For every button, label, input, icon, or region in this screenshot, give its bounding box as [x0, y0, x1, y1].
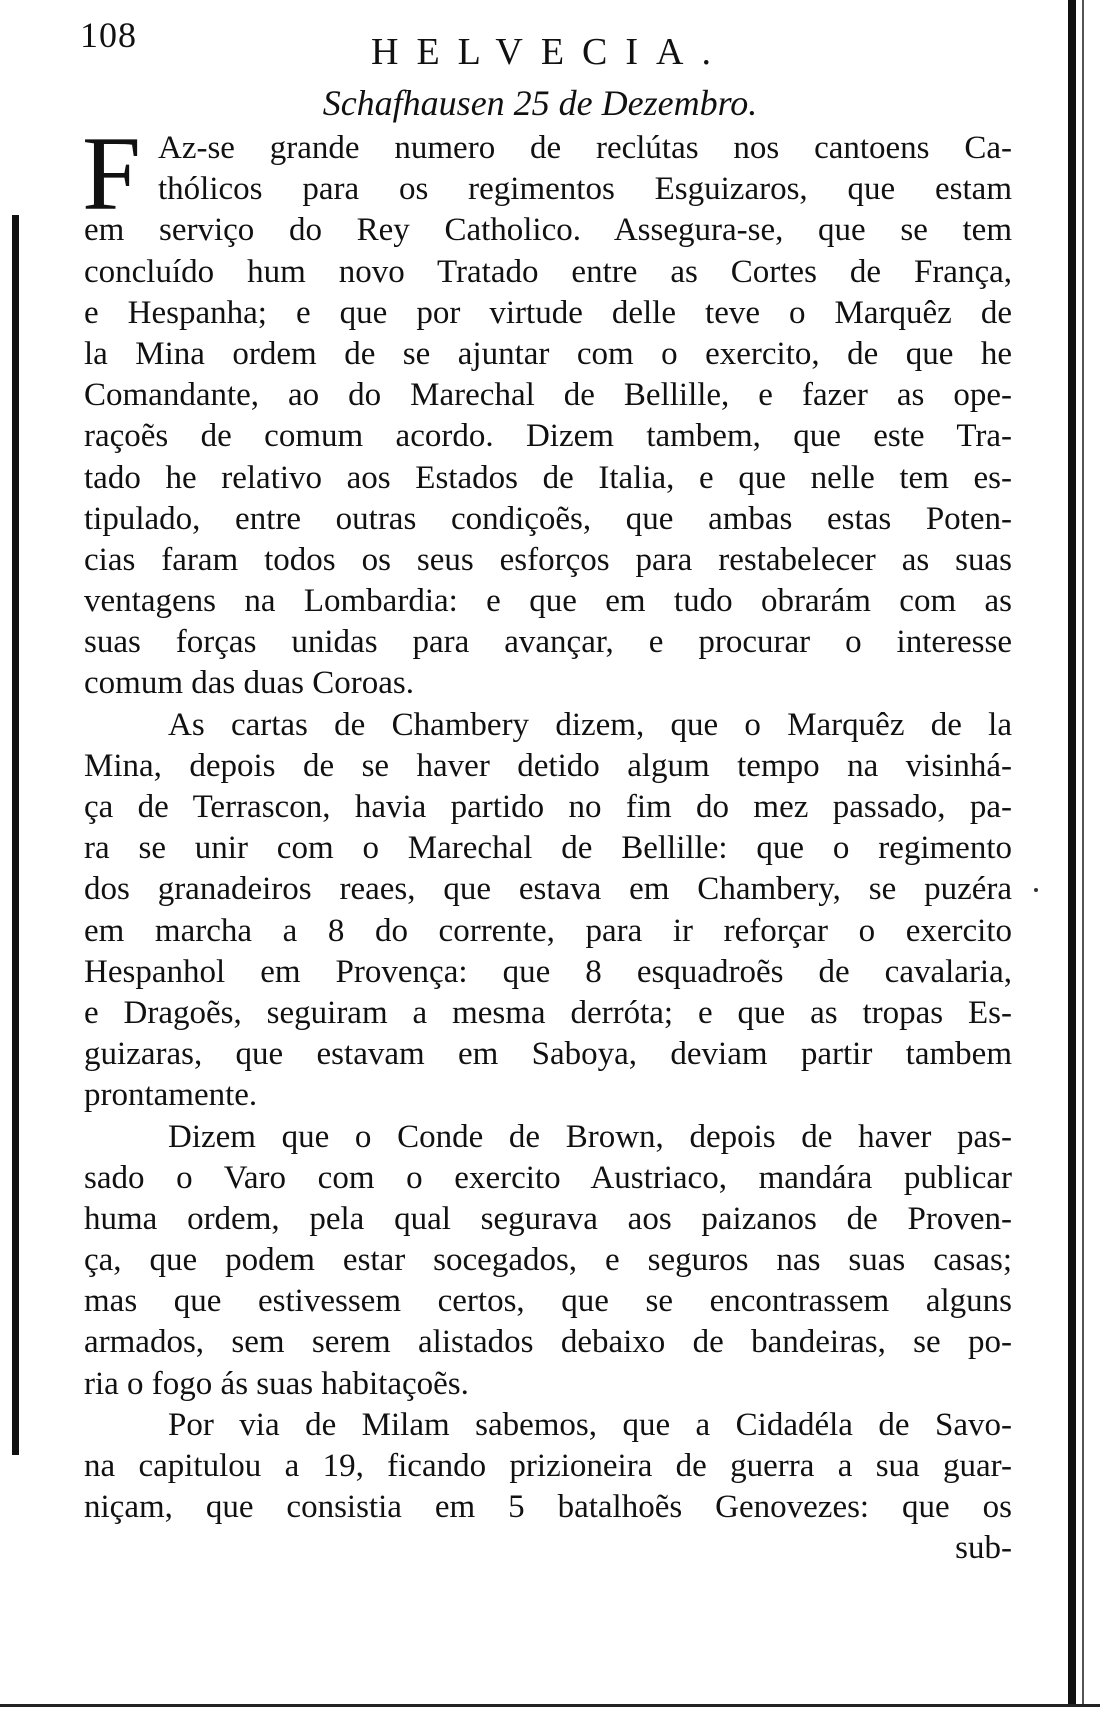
text-line: suas forças unidas para avançar, e procurar o interesse	[84, 624, 1012, 661]
text-line: armados, sem serem alistados debaixo de bandeiras, se po-	[84, 1324, 1012, 1361]
text-line: Az-se grande numero de reclútas nos cantoens Ca-	[158, 130, 1012, 166]
text-line: dos granadeiros reaes, que estava em Chambery, se puzéra	[84, 871, 1012, 908]
scan-edge-left	[12, 215, 19, 1455]
text-line: ça de Terrascon, havia partido no fim do mez passado, pa-	[84, 789, 1012, 825]
text-line: tado he relativo aos Estados de Italia, e que nelle tem es-	[84, 459, 1012, 496]
text-line: la Mina ordem de se ajuntar com o exercito, de que he	[84, 335, 1012, 372]
scan-edge-right	[1068, 0, 1076, 1705]
text-line: ventagens na Lombardia: e que em tudo obrarám com as	[84, 583, 1012, 620]
text-line: guizaras, que estavam em Saboya, deviam partir tambem	[84, 1036, 1012, 1073]
text-line: e Dragoẽs, seguiram a mesma derróta; e que as tropas Es-	[84, 994, 1012, 1031]
text-line: thólicos para os regimentos Esguizaros, que estam	[158, 171, 1012, 208]
text-line: e Hespanha; e que por virtude delle teve o Marquêz de	[84, 294, 1012, 331]
text-line: raçoẽs de comum acordo. Dizem tambem, que este Tra-	[84, 418, 1012, 455]
text-line: na capitulou a 19, ficando prizioneira de guerra a sua guar-	[84, 1448, 1012, 1484]
text-line: Mina, depois de se haver detido algum tempo na visinhá-	[84, 747, 1012, 784]
dateline: Schafhausen 25 de Dezembro.	[322, 83, 758, 123]
text-line: Dizem que o Conde de Brown, depois de haver pas-	[168, 1118, 1012, 1155]
text-line: em marcha a 8 do corrente, para ir reforçar o exercito	[84, 912, 1012, 949]
text-line: Por via de Milam sabemos, que a Cidadéla de Savo-	[168, 1406, 1012, 1443]
text-line: comum das duas Coroas.	[84, 665, 414, 702]
text-line: Comandante, ao do Marechal de Bellille, e fazer as ope-	[84, 377, 1012, 414]
text-line: mas que estivessem certos, que se encontrassem alguns	[84, 1283, 1012, 1320]
text-line: ra se unir com o Marechal de Bellille: que o regimento	[84, 830, 1012, 867]
speck	[1034, 888, 1038, 892]
text-line: As cartas de Chambery dizem, que o Marquêz de la	[168, 706, 1012, 743]
text-line: Hespanhol em Provença: que 8 esquadroẽs de cavalaria,	[84, 953, 1012, 990]
running-head: HELVECIA.	[371, 31, 729, 73]
scan-edge-bottom	[0, 1704, 1100, 1707]
text-line: sado o Varo com o exercito Austriaco, mandára publicar	[84, 1159, 1012, 1196]
scan-edge-right-thin	[1082, 0, 1084, 1705]
drop-cap: F	[82, 115, 141, 232]
catchword: sub-	[955, 1530, 1012, 1567]
text-line: prontamente.	[84, 1077, 258, 1114]
text-line: cias faram todos os seus esforços para restabelecer as suas	[84, 541, 1012, 578]
article-body	[82, 115, 1012, 1570]
text-line: em serviço do Rey Catholico. Assegura-se, que se tem	[84, 212, 1012, 249]
text-line: huma ordem, pela qual segurava aos paizanos de Proven-	[84, 1200, 1012, 1237]
text-line: concluído hum novo Tratado entre as Cortes de França,	[84, 253, 1012, 290]
text-line: ria o fogo ás suas habitaçoẽs.	[84, 1365, 469, 1402]
text-line: niçam, que consistia em 5 batalhoẽs Genovezes: que os	[84, 1489, 1012, 1526]
page-number: 108	[80, 15, 137, 55]
text-line: tipulado, entre outras condiçoẽs, que ambas estas Poten-	[84, 500, 1012, 537]
text-line: ça, que podem estar socegados, e seguros nas suas casas;	[84, 1242, 1012, 1279]
